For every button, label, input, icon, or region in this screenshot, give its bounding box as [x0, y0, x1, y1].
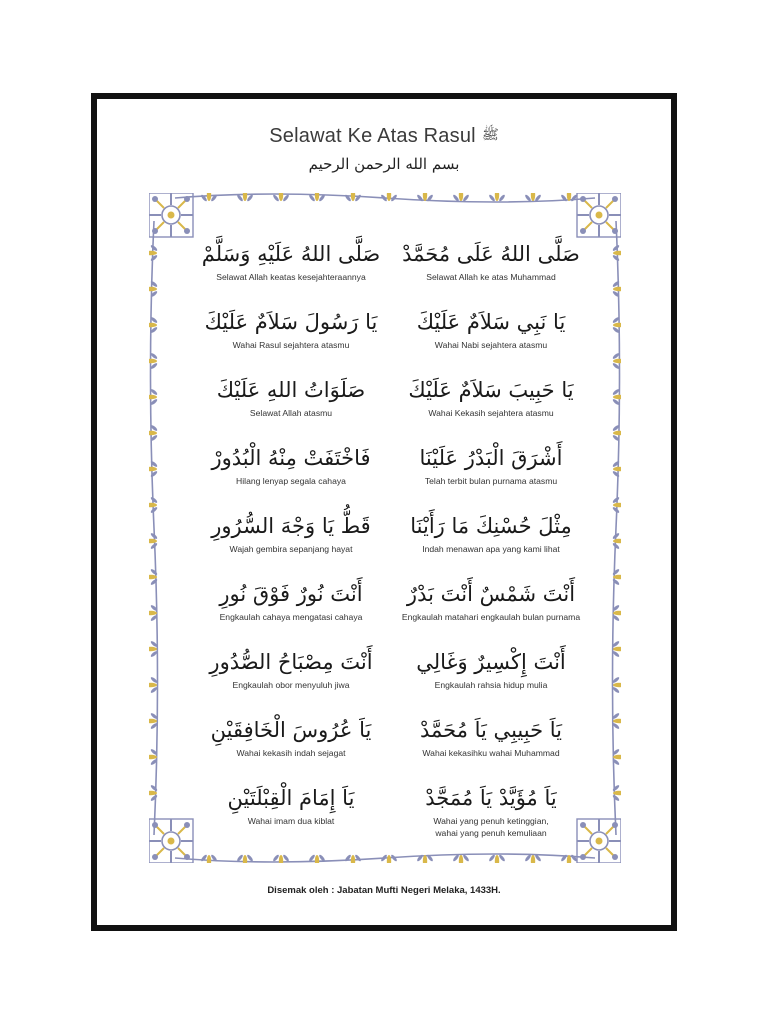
arabic-verse: يَا رَسُولَ سَلاَمٌ عَلَيْكَ: [204, 310, 378, 334]
page-title: Selawat Ke Atas Rasul: [269, 124, 476, 147]
arabic-verse: يَاَ إِمَامَ الْقِبْلَتَيْنِ: [227, 786, 355, 810]
floral-corner-icon: [149, 193, 193, 237]
malay-translation: Wajah gembira sepanjang hayat: [229, 544, 353, 554]
verse-cell-right: [391, 579, 591, 623]
title-row: [97, 121, 671, 151]
verse-row: [201, 715, 573, 775]
malay-translation: Telah terbit bulan purnama atasmu: [424, 476, 558, 486]
verse-row: [201, 443, 573, 503]
floral-ornament-icon: [344, 193, 362, 202]
floral-ornament-icon: [200, 854, 218, 863]
verse-cell-right: [391, 443, 591, 487]
arabic-verse: يَا حَبِيبَ سَلاَمٌ عَلَيْكَ: [408, 378, 574, 402]
arabic-verse: أَنْتَ مِصْبَاحُ الصُّدُورِ: [209, 650, 373, 674]
malay-translation: Wahai kekasih indah sejagat: [236, 748, 346, 758]
floral-ornament-icon: [612, 460, 621, 478]
arabic-verse: يَاَ عُرُوسَ الْخَافِقَيْنِ: [210, 718, 372, 742]
verse-cell-right: [391, 239, 591, 283]
floral-ornament-icon: [200, 193, 218, 202]
verse-cell-left: [191, 307, 391, 351]
verse-row: [201, 375, 573, 435]
arabic-verse: فَاخْتَفَتْ مِنْهُ الْبُدُورْ: [211, 446, 371, 470]
verse-cell-right: [391, 511, 591, 555]
verse-cell-left: [191, 443, 391, 487]
malay-translation: Engkaulah obor menyuluh jiwa: [232, 680, 350, 690]
verse-cell-left: [191, 647, 391, 691]
verse-row: [201, 511, 573, 571]
floral-ornament-icon: [149, 460, 158, 478]
arabic-verse: مِثْلَ حُسْنِكَ مَا رَأَيْنَا: [410, 514, 572, 538]
floral-ornament-icon: [612, 280, 621, 298]
arabic-verse: أَنْتَ نُورٌ فَوْقَ نُورِ: [219, 582, 363, 606]
verse-cell-left: [191, 783, 391, 827]
malay-translation: Hilang lenyap segala cahaya: [236, 476, 346, 486]
floral-ornament-icon: [149, 532, 158, 550]
arabic-verse: صَلَوَاتُ اللهِ عَلَيْكَ: [216, 378, 366, 402]
arabic-verse: صَلَّى اللهُ عَلَيْهِ وَسَلَّمْ: [201, 242, 381, 266]
arabic-verse: يَا نَبِي سَلاَمٌ عَلَيْكَ: [416, 310, 566, 334]
malay-translation: Wahai yang penuh ketinggian, wahai yang penuh kemuliaan: [433, 816, 549, 838]
verse-cell-right: [391, 307, 591, 351]
footer-credit: Disemak oleh : Jabatan Mufti Negeri Melaka, 1433H.: [267, 885, 501, 896]
verse-row: [201, 647, 573, 707]
arabic-verse: يَاَ حَبِيبِي يَاَ مُحَمَّدْ: [420, 718, 562, 742]
malay-translation: Selawat Allah keatas kesejahteraannya: [216, 272, 366, 282]
verse-cell-left: [191, 375, 391, 419]
verse-cell-left: [191, 239, 391, 283]
malay-translation: Selawat Allah atasmu: [249, 408, 333, 418]
arabic-verse: أَنْتَ إِكْسِيرٌ وَغَالِي: [416, 650, 566, 674]
floral-ornament-icon: [380, 854, 398, 863]
verse-cell-left: [191, 579, 391, 623]
floral-ornament-icon: [149, 280, 158, 298]
floral-ornament-icon: [612, 244, 621, 262]
floral-ornament-icon: [149, 496, 158, 514]
floral-ornament-icon: [149, 784, 158, 802]
floral-ornament-icon: [612, 532, 621, 550]
arabic-verse: قَطُّ يَا وَجْهَ السُّرُورِ: [211, 514, 371, 538]
floral-ornament-icon: [488, 854, 506, 863]
verse-cell-right: [391, 647, 591, 691]
verse-row: [201, 307, 573, 367]
malay-translation: Engkaulah matahari engkaulah bulan purnama: [401, 612, 581, 622]
honorific-glyph: ﷺ: [481, 127, 499, 143]
floral-ornament-icon: [149, 244, 158, 262]
document-frame: [91, 93, 677, 931]
arabic-verse: أَشْرَقَ الْبَدْرُ عَلَيْنَا: [419, 446, 563, 470]
malay-translation: Selawat Allah ke atas Muhammad: [426, 272, 556, 282]
verse-cell-left: [191, 511, 391, 555]
floral-corner-icon: [149, 819, 193, 863]
verse-cell-right: [391, 783, 591, 839]
verse-cell-left: [191, 715, 391, 759]
verse-row: [201, 783, 573, 843]
malay-translation: Wahai Kekasih sejahtera atasmu: [428, 408, 554, 418]
malay-translation: Wahai Rasul sejahtera atasmu: [232, 340, 350, 350]
malay-translation: Wahai kekasihku wahai Muhammad: [422, 748, 560, 758]
floral-ornament-icon: [488, 193, 506, 202]
verse-row: [201, 239, 580, 299]
malay-translation: Indah menawan apa yang kami lihat: [422, 544, 560, 554]
arabic-verse: أَنْتَ شَمْسٌ أَنْتَ بَدْرٌ: [406, 582, 576, 606]
arabic-verse: صَلَّى اللهُ عَلَى مُحَمَّدْ: [402, 242, 580, 266]
floral-ornament-icon: [612, 784, 621, 802]
arabic-verse: يَاَ مُؤَيَّدْ يَاَ مُمَجَّدْ: [425, 786, 557, 810]
basmala: بسم الله الرحمن الرحيم: [308, 155, 460, 173]
floral-ornament-icon: [380, 193, 398, 202]
malay-translation: Wahai imam dua kiblat: [247, 816, 335, 826]
verse-row: [201, 579, 581, 639]
floral-ornament-icon: [612, 496, 621, 514]
verse-cell-right: [391, 715, 591, 759]
verse-cell-right: [391, 375, 591, 419]
malay-translation: Engkaulah rahsia hidup mulia: [434, 680, 548, 690]
malay-translation: Wahai Nabi sejahtera atasmu: [434, 340, 548, 350]
floral-ornament-icon: [344, 854, 362, 863]
malay-translation: Engkaulah cahaya mengatasi cahaya: [219, 612, 363, 622]
floral-corner-icon: [577, 193, 621, 237]
